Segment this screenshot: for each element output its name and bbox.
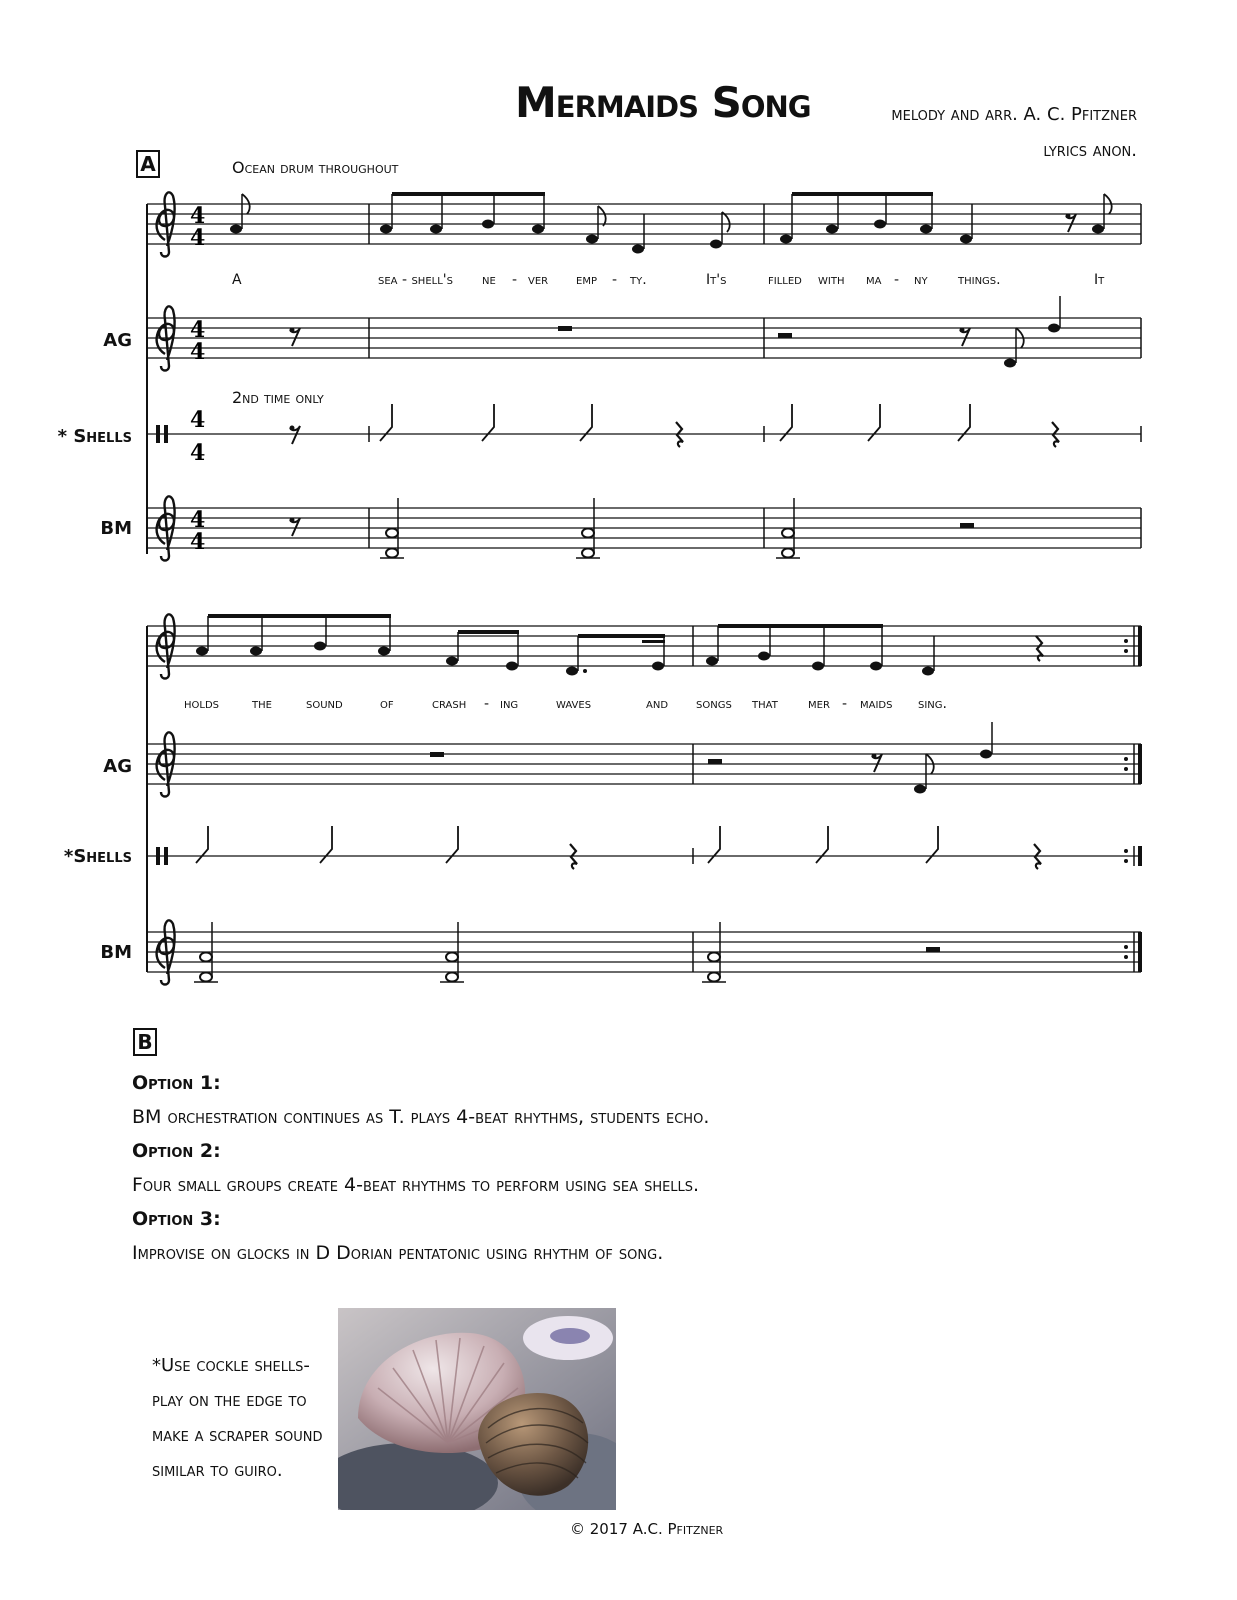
lyric: maids bbox=[860, 696, 893, 712]
footnote-line: similar to guiro. bbox=[152, 1460, 283, 1481]
ag-staff-2 bbox=[147, 722, 1142, 797]
svg-text:4: 4 bbox=[190, 529, 206, 555]
lyric: ny bbox=[914, 272, 928, 288]
lyric: It bbox=[1094, 272, 1105, 288]
lyric: with bbox=[818, 272, 845, 288]
melody-credit: melody and arr. A. C. Pfitzner bbox=[891, 104, 1137, 125]
footnote-line: *Use cockle shells- bbox=[152, 1355, 310, 1376]
cockle-shells-photo bbox=[338, 1308, 616, 1510]
lyric: ver bbox=[528, 272, 549, 288]
option-2-heading: Option 2: bbox=[132, 1140, 221, 1162]
ocean-drum-direction: Ocean drum throughout bbox=[232, 158, 399, 177]
vocal-staff-1 bbox=[147, 192, 1141, 257]
svg-text:4: 4 bbox=[190, 407, 206, 433]
lyric: filled bbox=[768, 272, 802, 288]
lyric: holds bbox=[184, 696, 220, 712]
label-bm-1: BM bbox=[100, 518, 132, 539]
svg-text:4: 4 bbox=[190, 507, 206, 533]
shells-staff-2 bbox=[147, 826, 1142, 869]
cockle-shells-footnote bbox=[152, 1348, 352, 1488]
lyric: ty. bbox=[630, 272, 647, 288]
lyric: sound bbox=[306, 696, 343, 712]
svg-text:4: 4 bbox=[190, 339, 206, 365]
shells-staff-1 bbox=[147, 404, 1141, 466]
label-ag-1: AG bbox=[103, 330, 132, 351]
label-shells-2: *Shells bbox=[63, 846, 132, 867]
lyric: A bbox=[232, 272, 242, 288]
shells-direction: 2nd time only bbox=[232, 388, 324, 407]
lyric: sea - shell's bbox=[378, 272, 453, 288]
score-system-1 bbox=[0, 180, 1237, 590]
time-sig-top: 4 bbox=[190, 203, 206, 229]
lyric: emp bbox=[576, 272, 597, 288]
treble-clef bbox=[157, 192, 175, 256]
lyric: the bbox=[252, 696, 272, 712]
label-bm-2: BM bbox=[100, 942, 132, 963]
lyric: songs bbox=[696, 696, 732, 712]
lyrics-system-2 bbox=[184, 696, 947, 712]
svg-text:4: 4 bbox=[190, 317, 206, 343]
lyric: crash bbox=[432, 696, 467, 712]
option-3-heading: Option 3: bbox=[132, 1208, 221, 1230]
page-title: Mermaids Song bbox=[515, 78, 811, 127]
lyric: ne bbox=[482, 272, 496, 288]
score-system-2 bbox=[0, 600, 1237, 1000]
lyric: and bbox=[646, 696, 669, 712]
lyric: - bbox=[512, 272, 518, 288]
lyric: mer bbox=[808, 696, 830, 712]
time-sig-bottom: 4 bbox=[190, 225, 206, 251]
vocal-staff-2 bbox=[147, 614, 1142, 679]
option-3-text: Improvise on glocks in D Dorian pentatonic using rhythm of song. bbox=[132, 1242, 664, 1264]
lyric: waves bbox=[556, 696, 592, 712]
lyric: ma bbox=[866, 272, 882, 288]
lyric: things. bbox=[958, 272, 1001, 288]
lyric: - bbox=[842, 696, 848, 712]
rehearsal-mark-a: A bbox=[136, 150, 160, 178]
footnote-line: play on the edge to bbox=[152, 1390, 307, 1411]
option-1-text: BM orchestration continues as T. plays 4-beat rhythms, students echo. bbox=[132, 1106, 710, 1128]
lyric: sing. bbox=[918, 696, 947, 712]
footnote-line: make a scraper sound bbox=[152, 1425, 323, 1446]
lyrics-system-1 bbox=[232, 272, 1105, 288]
bm-staff-1 bbox=[147, 496, 1141, 560]
lyric: - bbox=[612, 272, 618, 288]
option-2-text: Four small groups create 4-beat rhythms to perform using sea shells. bbox=[132, 1174, 700, 1196]
label-shells-1: * Shells bbox=[57, 426, 132, 447]
option-1-heading: Option 1: bbox=[132, 1072, 221, 1094]
ag-staff-1 bbox=[147, 296, 1141, 371]
bm-staff-2 bbox=[147, 920, 1142, 984]
section-b-instructions bbox=[132, 1066, 1032, 1270]
lyric: It's bbox=[706, 272, 727, 288]
copyright-notice: © 2017 A.C. Pfitzner bbox=[570, 1520, 724, 1538]
lyric: ing bbox=[500, 696, 519, 712]
svg-text:4: 4 bbox=[190, 440, 206, 466]
lyrics-credit: lyrics anon. bbox=[1043, 140, 1137, 161]
lyric: - bbox=[894, 272, 900, 288]
lyric: of bbox=[380, 696, 394, 712]
lyric: that bbox=[752, 696, 778, 712]
rehearsal-mark-b: B bbox=[133, 1028, 157, 1056]
lyric: - bbox=[484, 696, 490, 712]
label-ag-2: AG bbox=[103, 756, 132, 777]
